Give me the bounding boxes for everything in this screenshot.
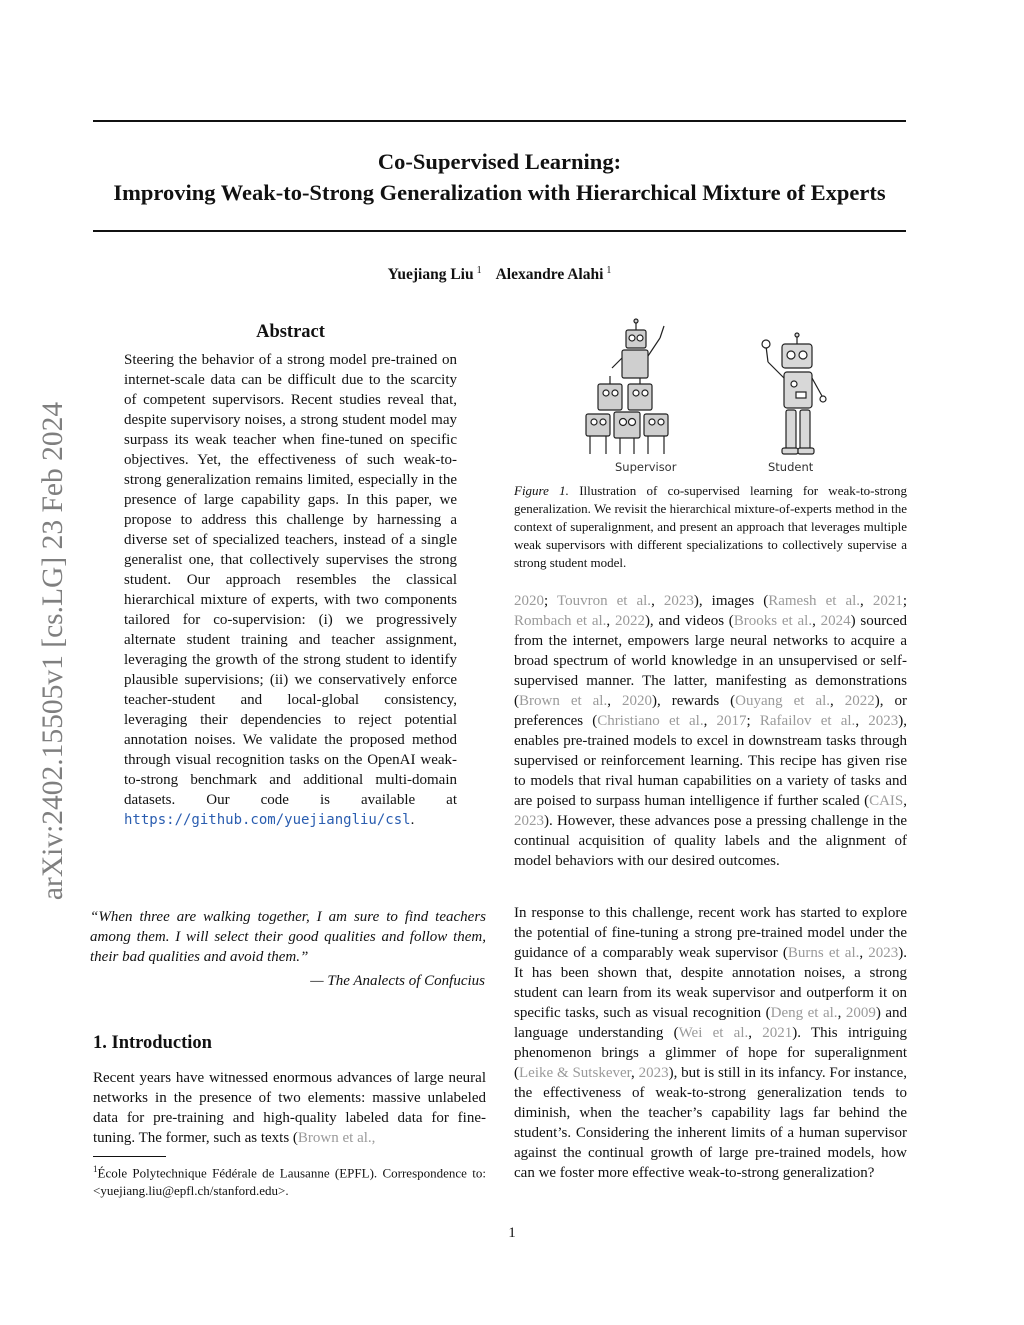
text-run: , <box>859 945 869 961</box>
citation-link[interactable]: 2017 <box>716 713 747 729</box>
text-run: ). It has been shown that, despite annotation noises, a strong student can learn from its weak supervisor and outperform it on specific tasks, such as visual recognition ( <box>514 945 908 1021</box>
title-top-rule <box>93 120 906 122</box>
figure-robots-illustration <box>572 314 907 464</box>
caption-label: Figure 1. <box>514 483 569 498</box>
citation-link[interactable]: 2022 <box>844 693 875 709</box>
paragraph-text <box>514 591 907 871</box>
citation-link[interactable]: Rafailov et al. <box>759 713 856 729</box>
right-column-paragraph-2 <box>514 903 907 1183</box>
citation-link[interactable]: 2020 <box>514 593 544 609</box>
abstract-body <box>124 350 457 830</box>
citation-link[interactable]: 2023 <box>868 713 899 729</box>
abstract-heading: Abstract <box>256 322 325 342</box>
text-run: ), and videos ( <box>644 613 734 629</box>
text-run: ), but is still in its infancy. For instance, the effectiveness of weak-to-strong generalization tends to diminish, when the teacher’s capability lags far behind the student’s. Considering the inherent limits of a human supervisor against the continual growth of large pre-trained models, how can we foster more effective weak-to-strong generalization? <box>514 1065 907 1181</box>
text-run: ), rewards ( <box>651 693 736 709</box>
text-run: , <box>703 713 717 729</box>
citation-link[interactable]: 2021 <box>762 1025 793 1041</box>
introduction-paragraph <box>93 1068 486 1148</box>
figure-label-student: Student <box>768 460 814 474</box>
right-column-paragraph-1 <box>514 591 907 871</box>
author-affiliation-mark: 1 <box>606 265 612 276</box>
citation-link[interactable]: Brown et al., <box>297 1130 376 1146</box>
text-run: , <box>903 793 907 809</box>
text-run: In response to this challenge, recent work has started to explore the potential of fine-tuning a strong pre-trained model under the guidance of a comparably weak supervisor ( <box>514 905 907 961</box>
arxiv-identifier: arXiv:2402.15505v1 [cs.LG] 23 Feb 2024 <box>37 401 69 901</box>
text-run: , <box>812 613 821 629</box>
citation-link[interactable]: 2023 <box>663 593 694 609</box>
text-run: , <box>830 693 845 709</box>
figure-label-supervisor: Supervisor <box>615 460 677 474</box>
citation-link[interactable]: 2022 <box>614 613 645 629</box>
paper-title-line1: Co-Supervised Learning: <box>377 149 622 174</box>
paragraph-text <box>514 903 907 1183</box>
citation-link[interactable]: 2009 <box>845 1005 876 1021</box>
author-name: Alexandre Alahi <box>495 266 604 283</box>
footnote-rule <box>93 1156 166 1157</box>
author-name: Yuejiang Liu <box>387 266 474 283</box>
abstract-end: . <box>410 812 415 828</box>
text-run: ), images ( <box>693 593 769 609</box>
citation-link[interactable]: 2021 <box>872 593 903 609</box>
text-run: , <box>606 613 615 629</box>
text-run: , <box>860 593 873 609</box>
text-run: ), or preferences ( <box>514 693 908 729</box>
caption-text: Illustration of co-supervised learning for weak-to-strong generalization. We revisit the hierarchical mixture-of-experts method in the context of superalignment, and present an approach that leverages multiple weak supervisors with different specializations to collectively supervise a strong student model. <box>514 483 908 570</box>
text-run: , <box>748 1025 763 1041</box>
author-affiliation-mark: 1 <box>476 265 482 276</box>
citation-link[interactable]: Rombach et al. <box>514 613 607 629</box>
citation-link[interactable]: CAIS <box>869 793 904 809</box>
footnote-text: École Polytechnique Fédérale de Lausanne (EPFL). Correspondence to: <yuejiang.liu@epfl.ch/stanford.edu>. <box>93 1165 486 1199</box>
citation-link[interactable]: Deng et al. <box>770 1005 838 1021</box>
text-run: , <box>651 593 664 609</box>
footnote <box>93 1160 486 1200</box>
text-run: ; <box>902 593 908 609</box>
citation-link[interactable]: 2020 <box>621 693 652 709</box>
citation-link[interactable]: Wei et al. <box>678 1025 749 1041</box>
epigraph-quote: “When three are walking together, I am sure to find teachers among them. I will select their good qualities and follow them, their bad qualities and avoid them.” <box>90 909 486 965</box>
text-run: , <box>631 1065 639 1081</box>
citation-link[interactable]: 2023 <box>514 813 544 829</box>
citation-link[interactable]: Brooks et al. <box>733 613 813 629</box>
section-heading-introduction: 1. Introduction <box>93 1033 212 1053</box>
title-bottom-rule <box>93 230 906 232</box>
citation-link[interactable]: Leike & Sutskever <box>519 1065 632 1081</box>
text-run: ), enables pre-trained models to excel in downstream tasks through supervised or reinforcement learning. This recipe has given rise to models that rival human capabilities on a variety of tasks and are poised to surpass human intelligence if further scaled ( <box>514 713 907 809</box>
footnote-mark: 1 <box>93 1164 98 1174</box>
page-number: 1 <box>508 1225 516 1241</box>
citation-link[interactable]: 2023 <box>868 945 899 961</box>
text-run: ) sourced from the internet, empowers large neural networks to acquire a broad spectrum of world knowledge in an unsupervised or self-supervised manner. The latter, manifesting as demonstrations ( <box>514 613 908 709</box>
text-run: , <box>837 1005 846 1021</box>
epigraph-attribution: — The Analects of Confucius <box>310 973 485 989</box>
citation-link[interactable]: 2023 <box>638 1065 669 1081</box>
text-run: ; <box>746 713 760 729</box>
citation-link[interactable]: 2024 <box>820 613 851 629</box>
citation-link[interactable]: Brown et al. <box>519 693 608 709</box>
text-run: ) and language understanding ( <box>514 1005 908 1041</box>
text-run: ). However, these advances pose a pressing challenge in the continual acquisition of quality labels and the alignment of model behaviors with our desired outcomes. <box>514 813 907 869</box>
paper-title-line2: Improving Weak-to-Strong Generalization with Hierarchical Mixture of Experts <box>113 180 886 205</box>
abstract-text: Steering the behavior of a strong model pre-trained on internet-scale data can be difficult due to the scarcity of competent supervisors. Recent studies reveal that, despite supervisory noises, a strong student model may surpass its weak teacher when fine-tuned on specific objectives. Yet, the effectiveness of such weak-to-strong generalization remains limited, especially in the presence of large capability gaps. In this paper, we propose to address this challenge by harnessing a diverse set of specialized teachers, instead of a single generalist one, that collectively supervises the strong student. Our approach resembles the classical hierarchical mixture of experts, with two components tailored for co-supervision: (i) we progressively alternate student training and teacher assignment, leveraging the growth of the strong student to identify plausible supervisions; (ii) we conservatively enforce teacher-student and local-global consistency, leveraging their dependencies to reject potential annotation noises. We validate the proposed method through visual recognition tasks on the OpenAI weak-to-strong benchmark and additional multi-domain datasets. Our code is available at <box>124 352 457 808</box>
text-run: ). This intriguing phenomenon brings a glimmer of hope for superalignment ( <box>514 1025 908 1081</box>
author-list <box>93 265 906 284</box>
intro-text: Recent years have witnessed enormous advances of large neural networks in the presence of two elements: massive unlabeled data for pre-training and high-quality labeled data for fine-tuning. The former, such as texts ( <box>93 1070 486 1146</box>
text-run: , <box>607 693 622 709</box>
citation-link[interactable]: Touvron et al. <box>556 593 652 609</box>
code-link[interactable]: https://github.com/yuejiangliu/csl <box>124 812 411 828</box>
text-run: , <box>855 713 869 729</box>
citation-link[interactable]: Christiano et al. <box>597 713 704 729</box>
citation-link[interactable]: Ramesh et al. <box>768 593 861 609</box>
citation-link[interactable]: Burns et al. <box>787 945 860 961</box>
figure-caption <box>514 482 907 572</box>
text-run: ; <box>544 593 557 609</box>
citation-link[interactable]: Ouyang et al. <box>735 693 831 709</box>
